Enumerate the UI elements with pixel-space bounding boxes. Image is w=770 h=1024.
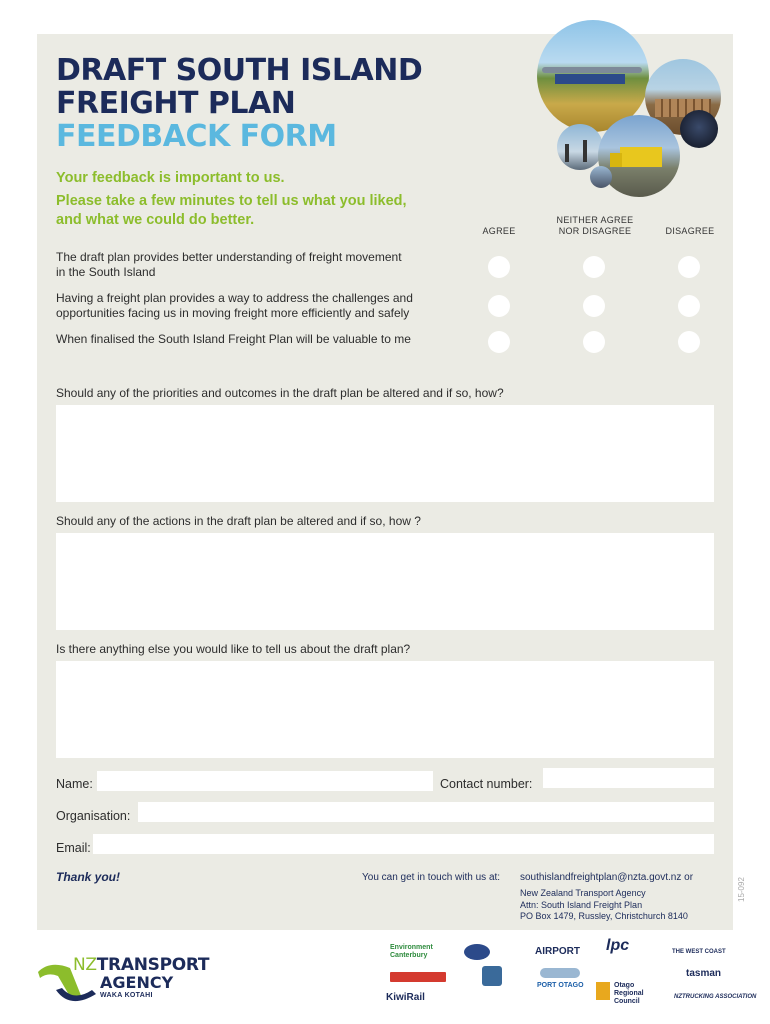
open-question-1: Should any of the priorities and outcomes in the draft plan be altered and if so, how? <box>56 386 504 400</box>
postal-address <box>520 888 688 923</box>
nzta-logo-line-3: WAKA KOTAHI <box>100 992 153 999</box>
otago-rc-shield-icon <box>596 982 610 1000</box>
intro-line-1: Your feedback is important to us. <box>56 170 285 186</box>
intro-line-3: and what we could do better. <box>56 212 255 228</box>
q3-disagree-radio[interactable] <box>678 331 700 353</box>
q2-disagree-radio[interactable] <box>678 295 700 317</box>
address-line-2: Attn: South Island Freight Plan <box>520 899 643 910</box>
open-question-3: Is there anything else you would like to tell us about the draft plan? <box>56 642 411 656</box>
name-label: Name: <box>56 777 93 791</box>
organisation-label: Organisation: <box>56 809 131 823</box>
contact-number-label: Contact number: <box>440 777 533 791</box>
header-photo-port <box>557 124 603 170</box>
email-input[interactable] <box>93 834 714 854</box>
q3-neither-radio[interactable] <box>583 331 605 353</box>
q3-agree-radio[interactable] <box>488 331 510 353</box>
otago-rc-line-3: Council <box>614 998 640 1005</box>
port-otago-logo: PORT OTAGO <box>537 982 584 989</box>
title-line-2: FREIGHT PLAN <box>56 86 296 121</box>
col-header-disagree: DISAGREE <box>665 226 715 236</box>
otago-rc-line-1: Otago <box>614 982 635 989</box>
priorities-feedback-textarea[interactable] <box>56 405 714 502</box>
likert-question-2-line2: opportunities facing us in moving freight more efficiently and safely <box>56 306 410 320</box>
partner-logo-grey-icon <box>540 968 580 978</box>
nz-trucking-logo: NZTRUCKING ASSOCIATION <box>674 994 757 1000</box>
otago-rc-line-2: Regional <box>614 990 644 997</box>
q2-agree-radio[interactable] <box>488 295 510 317</box>
thank-you-text: Thank you! <box>56 870 121 884</box>
west-coast-logo: THE WEST COAST <box>672 949 726 955</box>
kiwirail-logo: KiwiRail <box>386 992 425 1003</box>
likert-question-3 <box>56 332 456 347</box>
actions-feedback-textarea[interactable] <box>56 533 714 630</box>
tasman-logo: tasman <box>686 968 722 979</box>
likert-question-3-line1: When finalised the South Island Freight Plan will be valuable to me <box>56 332 411 346</box>
address-line-3: PO Box 1479, Russley, Christchurch 8140 <box>520 911 688 921</box>
name-input[interactable] <box>97 771 433 791</box>
christchurch-airport-logo: AIRPORT <box>535 946 580 957</box>
contact-number-input[interactable] <box>543 768 714 788</box>
likert-question-1-line1: The draft plan provides better understanding of freight movement <box>56 250 402 264</box>
env-canterbury-logo: Environment Canterbury <box>390 944 433 959</box>
col-header-agree: AGREE <box>482 226 516 236</box>
partner-logo-red-icon <box>390 972 446 982</box>
header-photo-yellow-truck <box>598 115 680 197</box>
q1-disagree-radio[interactable] <box>678 256 700 278</box>
get-in-touch-text: You can get in touch with us at: <box>362 872 501 883</box>
col-header-neither-line2: NOR DISAGREE <box>558 226 632 236</box>
nzta-logo-line-1 <box>73 955 209 975</box>
intro-line-2: Please take a few minutes to tell us what you liked, <box>56 193 407 209</box>
form-code: 15-092 <box>737 877 746 902</box>
header-photo-dashboard <box>680 110 718 148</box>
partner-logo-council-icon <box>482 966 502 986</box>
partner-logo-blue-icon <box>464 944 490 960</box>
q1-agree-radio[interactable] <box>488 256 510 278</box>
col-header-neither-line1: NEITHER AGREE <box>556 215 634 225</box>
otago-regional-council-logo <box>614 982 644 1006</box>
nzta-logo-line-1-text: TRANSPORT <box>96 955 210 975</box>
col-header-neither <box>548 215 642 237</box>
form-subtitle: FEEDBACK FORM <box>56 119 337 154</box>
title-line-1: DRAFT SOUTH ISLAND <box>56 53 423 88</box>
organisation-input[interactable] <box>138 802 714 822</box>
nzta-logo-line-2: AGENCY <box>100 973 174 992</box>
other-feedback-textarea[interactable] <box>56 661 714 758</box>
q2-neither-radio[interactable] <box>583 295 605 317</box>
likert-question-1-line2: in the South Island <box>56 265 156 279</box>
lpc-logo: lpc <box>606 937 630 954</box>
likert-question-2-line1: Having a freight plan provides a way to address the challenges and <box>56 291 413 305</box>
address-line-1: New Zealand Transport Agency <box>520 888 646 898</box>
q1-neither-radio[interactable] <box>583 256 605 278</box>
contact-email-link[interactable]: southislandfreightplan@nzta.govt.nz or <box>520 872 694 883</box>
likert-question-1 <box>56 250 456 280</box>
nzta-logo-prefix: NZ <box>73 955 97 975</box>
open-question-2: Should any of the actions in the draft plan be altered and if so, how ? <box>56 514 421 528</box>
email-label: Email: <box>56 841 91 855</box>
header-photo-small <box>590 166 612 188</box>
likert-question-2 <box>56 291 456 321</box>
